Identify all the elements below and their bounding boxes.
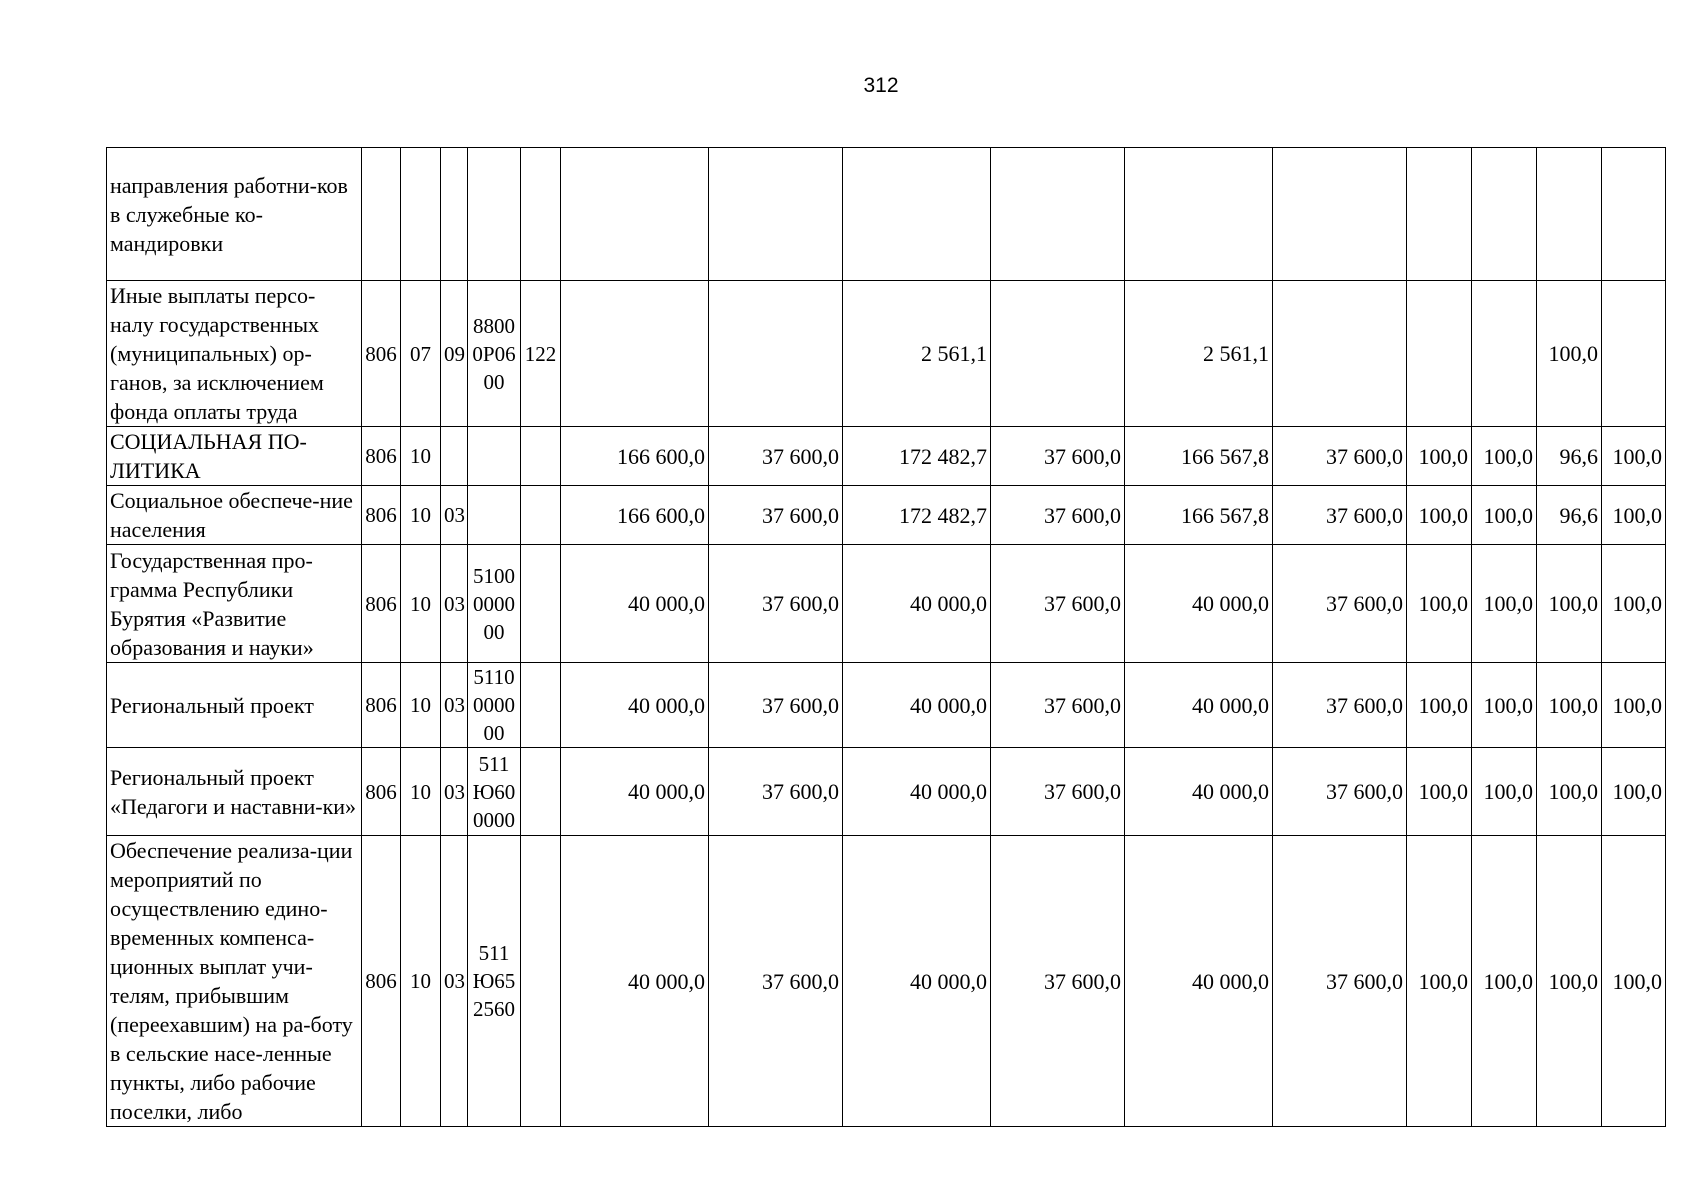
cell-pr: 03 [441, 663, 468, 748]
cell-amount-5 [1125, 148, 1273, 281]
cell-gr: 806 [362, 836, 401, 1127]
cell-percent-3: 100,0 [1537, 748, 1602, 836]
cell-amount-1: 166 600,0 [561, 427, 709, 486]
cell-percent-3: 100,0 [1537, 663, 1602, 748]
cell-vr [521, 663, 561, 748]
cell-percent-2: 100,0 [1472, 427, 1537, 486]
cell-vr [521, 427, 561, 486]
page-number: 312 [863, 74, 899, 97]
cell-percent-1: 100,0 [1407, 427, 1472, 486]
cell-percent-2 [1472, 281, 1537, 427]
cell-amount-3: 172 482,7 [843, 427, 991, 486]
cell-amount-1: 40 000,0 [561, 545, 709, 663]
cell-amount-1: 40 000,0 [561, 663, 709, 748]
cell-gr: 806 [362, 486, 401, 545]
cell-amount-6: 37 600,0 [1273, 427, 1407, 486]
cell-amount-4: 37 600,0 [991, 486, 1125, 545]
cell-amount-3: 40 000,0 [843, 748, 991, 836]
cell-amount-2 [709, 148, 843, 281]
cell-percent-2: 100,0 [1472, 663, 1537, 748]
cell-amount-5: 166 567,8 [1125, 486, 1273, 545]
row-name: СОЦИАЛЬНАЯ ПО-ЛИТИКА [107, 427, 362, 486]
cell-csr: 5110 0000 00 [468, 663, 521, 748]
cell-amount-5: 40 000,0 [1125, 836, 1273, 1127]
cell-amount-1: 40 000,0 [561, 836, 709, 1127]
cell-pr [441, 427, 468, 486]
cell-amount-3: 40 000,0 [843, 545, 991, 663]
cell-amount-6: 37 600,0 [1273, 663, 1407, 748]
cell-amount-2 [709, 281, 843, 427]
cell-percent-4 [1602, 148, 1666, 281]
cell-percent-2: 100,0 [1472, 486, 1537, 545]
cell-csr: 8800 0Р06 00 [468, 281, 521, 427]
table-row [107, 836, 1666, 1127]
row-name: Государственная про-грамма Республики Бурятия «Развитие образования и науки» [107, 545, 362, 663]
cell-amount-6 [1273, 281, 1407, 427]
cell-gr: 806 [362, 663, 401, 748]
cell-rz: 10 [401, 748, 441, 836]
cell-amount-2: 37 600,0 [709, 427, 843, 486]
cell-amount-4: 37 600,0 [991, 663, 1125, 748]
cell-amount-4 [991, 148, 1125, 281]
table-row [107, 427, 1666, 486]
cell-rz: 10 [401, 486, 441, 545]
cell-csr [468, 486, 521, 545]
cell-amount-4: 37 600,0 [991, 836, 1125, 1127]
cell-amount-3 [843, 148, 991, 281]
cell-amount-1: 166 600,0 [561, 486, 709, 545]
cell-amount-5: 40 000,0 [1125, 748, 1273, 836]
cell-percent-1: 100,0 [1407, 545, 1472, 663]
cell-percent-3: 100,0 [1537, 545, 1602, 663]
cell-amount-6: 37 600,0 [1273, 748, 1407, 836]
cell-percent-3: 100,0 [1537, 836, 1602, 1127]
cell-percent-4: 100,0 [1602, 748, 1666, 836]
cell-amount-4: 37 600,0 [991, 545, 1125, 663]
cell-percent-4: 100,0 [1602, 836, 1666, 1127]
cell-amount-5: 40 000,0 [1125, 663, 1273, 748]
cell-percent-4: 100,0 [1602, 486, 1666, 545]
cell-vr [521, 486, 561, 545]
cell-amount-1: 40 000,0 [561, 748, 709, 836]
cell-percent-1: 100,0 [1407, 748, 1472, 836]
cell-amount-3: 40 000,0 [843, 836, 991, 1127]
cell-gr: 806 [362, 427, 401, 486]
cell-percent-1: 100,0 [1407, 836, 1472, 1127]
cell-pr: 03 [441, 545, 468, 663]
table-row [107, 148, 1666, 281]
row-name: Иные выплаты персо-налу государственных (муниципальных) ор-ганов, за исключением фонда оплаты труда [107, 281, 362, 427]
cell-pr: 03 [441, 836, 468, 1127]
table-row [107, 545, 1666, 663]
cell-amount-1 [561, 281, 709, 427]
cell-percent-1: 100,0 [1407, 486, 1472, 545]
cell-pr [441, 148, 468, 281]
cell-vr: 122 [521, 281, 561, 427]
cell-amount-6: 37 600,0 [1273, 486, 1407, 545]
cell-csr: 511 Ю65 2560 [468, 836, 521, 1127]
table-row [107, 281, 1666, 427]
cell-gr [362, 148, 401, 281]
budget-table [106, 147, 1666, 1127]
cell-percent-4: 100,0 [1602, 427, 1666, 486]
cell-amount-6 [1273, 148, 1407, 281]
cell-gr: 806 [362, 281, 401, 427]
cell-vr [521, 545, 561, 663]
cell-csr: 511 Ю60 0000 [468, 748, 521, 836]
row-name: Социальное обеспече-ние населения [107, 486, 362, 545]
cell-amount-3: 172 482,7 [843, 486, 991, 545]
table-row [107, 663, 1666, 748]
cell-percent-3: 96,6 [1537, 427, 1602, 486]
cell-percent-2 [1472, 148, 1537, 281]
cell-percent-4 [1602, 281, 1666, 427]
table-row [107, 748, 1666, 836]
cell-pr: 03 [441, 748, 468, 836]
cell-rz: 10 [401, 663, 441, 748]
cell-percent-2: 100,0 [1472, 545, 1537, 663]
cell-percent-2: 100,0 [1472, 748, 1537, 836]
cell-amount-4 [991, 281, 1125, 427]
cell-amount-3: 2 561,1 [843, 281, 991, 427]
cell-csr [468, 148, 521, 281]
cell-gr: 806 [362, 545, 401, 663]
cell-percent-4: 100,0 [1602, 545, 1666, 663]
cell-amount-2: 37 600,0 [709, 748, 843, 836]
cell-percent-3 [1537, 148, 1602, 281]
cell-csr [468, 427, 521, 486]
cell-vr [521, 148, 561, 281]
cell-amount-2: 37 600,0 [709, 545, 843, 663]
cell-amount-2: 37 600,0 [709, 663, 843, 748]
cell-amount-2: 37 600,0 [709, 486, 843, 545]
cell-rz: 07 [401, 281, 441, 427]
cell-amount-5: 166 567,8 [1125, 427, 1273, 486]
row-name: Обеспечение реализа-ции мероприятий по осуществлению едино-временных компенса-ционных выплат учи-телям, прибывшим (переехавшим) на ра-боту в сельские насе-ленные пункты, либо рабочие поселки, либо [107, 836, 362, 1127]
cell-amount-6: 37 600,0 [1273, 545, 1407, 663]
cell-percent-4: 100,0 [1602, 663, 1666, 748]
cell-amount-2: 37 600,0 [709, 836, 843, 1127]
cell-rz [401, 148, 441, 281]
cell-amount-6: 37 600,0 [1273, 836, 1407, 1127]
cell-pr: 03 [441, 486, 468, 545]
cell-rz: 10 [401, 427, 441, 486]
row-name: направления работни-ков в служебные ко-мандировки [107, 148, 362, 281]
table-row [107, 486, 1666, 545]
cell-percent-3: 96,6 [1537, 486, 1602, 545]
cell-vr [521, 748, 561, 836]
row-name: Региональный проект [107, 663, 362, 748]
cell-percent-1: 100,0 [1407, 663, 1472, 748]
cell-vr [521, 836, 561, 1127]
row-name: Региональный проект «Педагоги и наставни-ки» [107, 748, 362, 836]
cell-csr: 5100 0000 00 [468, 545, 521, 663]
cell-amount-5: 2 561,1 [1125, 281, 1273, 427]
cell-amount-5: 40 000,0 [1125, 545, 1273, 663]
cell-percent-1 [1407, 281, 1472, 427]
cell-amount-4: 37 600,0 [991, 427, 1125, 486]
cell-amount-3: 40 000,0 [843, 663, 991, 748]
cell-percent-3: 100,0 [1537, 281, 1602, 427]
cell-amount-4: 37 600,0 [991, 748, 1125, 836]
cell-rz: 10 [401, 836, 441, 1127]
cell-rz: 10 [401, 545, 441, 663]
cell-percent-2: 100,0 [1472, 836, 1537, 1127]
cell-amount-1 [561, 148, 709, 281]
cell-pr: 09 [441, 281, 468, 427]
cell-gr: 806 [362, 748, 401, 836]
cell-percent-1 [1407, 148, 1472, 281]
